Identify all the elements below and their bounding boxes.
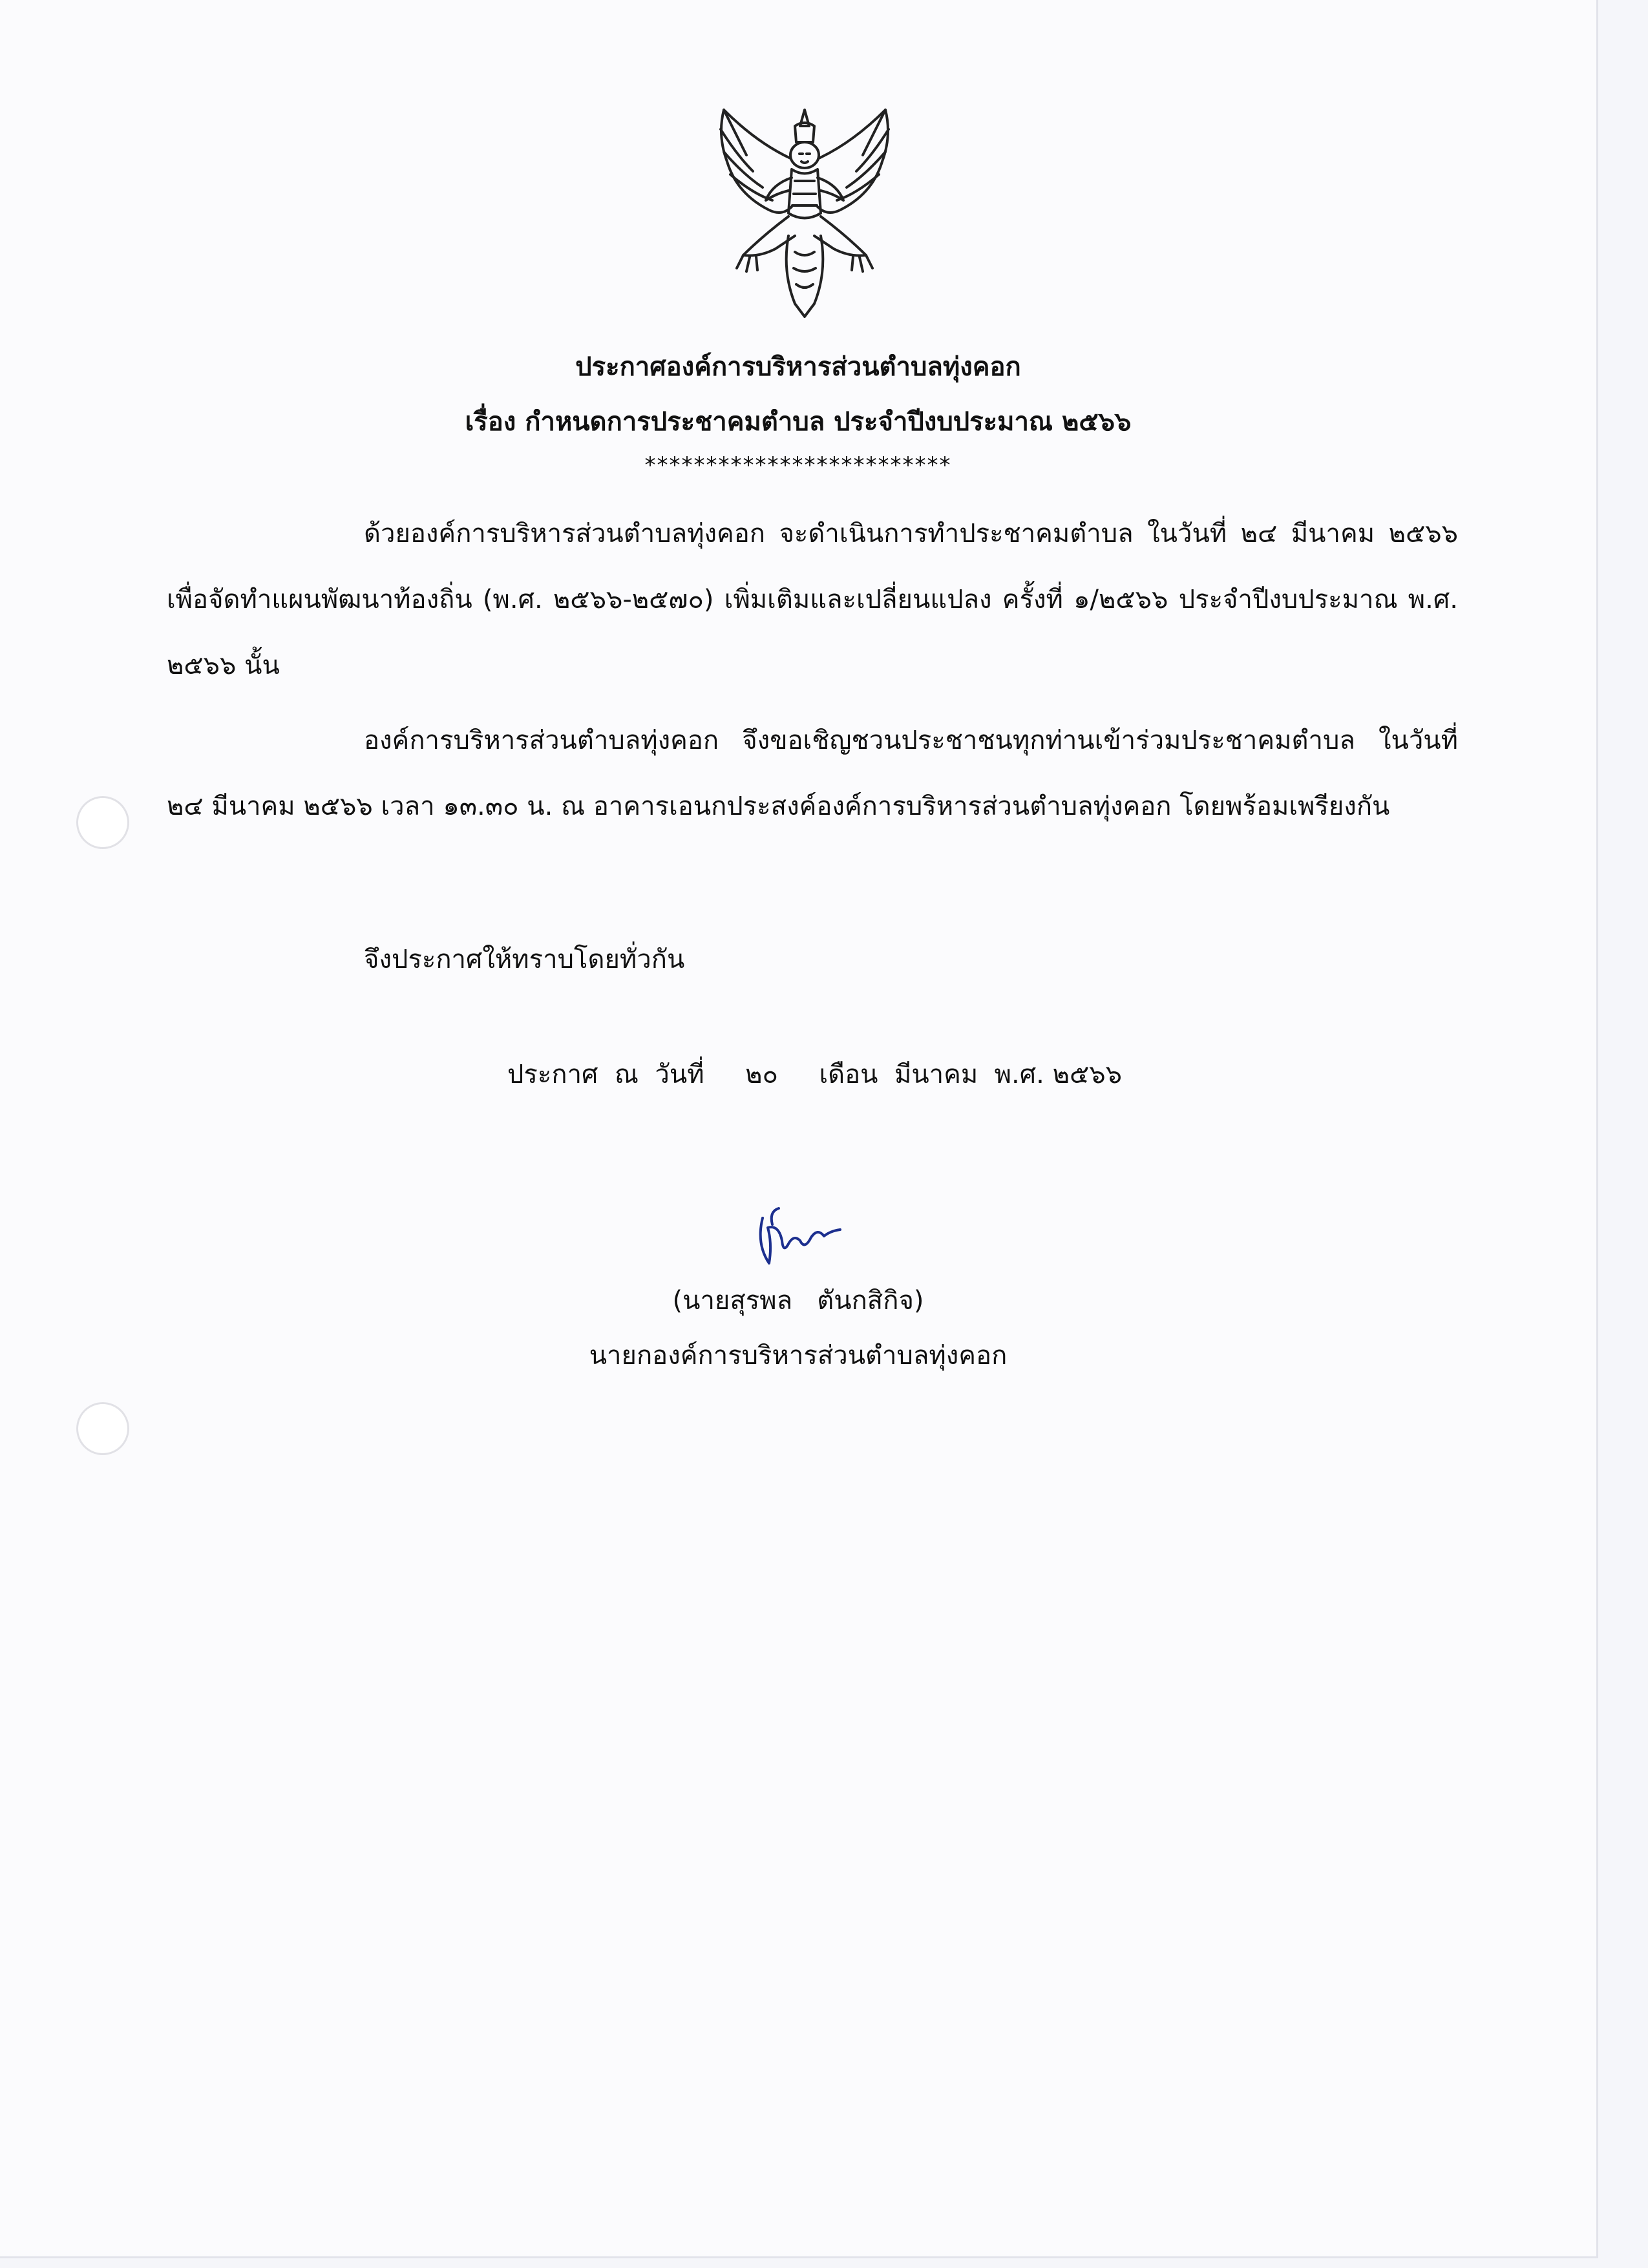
body-paragraph-2: องค์การบริหารส่วนตำบลทุ่งคอก จึงขอเชิญชวนประชาชนทุกท่านเข้าร่วมประชาคมตำบล ในวันที่ ๒๔ มีนาคม ๒๕๖๖ เวลา ๑๓.๓๐ น. ณ อาคารเอนกประสงค์องค์การบริหารส่วนตำบลทุ่งคอก โดยพร้อมเพรียงกัน [167,726,1458,821]
punch-hole-upper [76,796,129,849]
signature-mark [743,1205,847,1283]
signatory-position: นายกองค์การบริหารส่วนตำบลทุ่งคอก [589,1341,1008,1370]
body-paragraph-1: ด้วยองค์การบริหารส่วนตำบลทุ่งคอก จะดำเนินการทำประชาคมตำบล ในวันที่ ๒๔ มีนาคม ๒๕๖๖ เพื่อจัดทำแผนพัฒนาท้องถิ่น (พ.ศ. ๒๕๖๖-๒๕๗๐) เพิ่มเติมและเปลี่ยนแปลง ครั้งที่ ๑/๒๕๖๖ ประจำปีงบประมาณ พ.ศ. ๒๕๖๖ นั้น [167,519,1458,680]
garuda-emblem-icon [698,97,911,323]
punch-hole-lower [76,1402,129,1455]
closing-statement: จึงประกาศให้ทราบโดยทั่วกัน [364,945,685,974]
announcement-subject: เรื่อง กำหนดการประชาคมตำบล ประจำปีงบประมาณ ๒๕๖๖ [465,407,1132,437]
title-separator: ************************* [644,452,952,478]
signatory-name: (นายสุรพล ตันกสิกิจ) [672,1286,924,1316]
announcement-title: ประกาศองค์การบริหารส่วนตำบลทุ่งคอก [575,352,1021,382]
announcement-date: ประกาศ ณ วันที่ ๒๐ เดือน มีนาคม พ.ศ. ๒๕๖๖ [507,1060,1122,1089]
